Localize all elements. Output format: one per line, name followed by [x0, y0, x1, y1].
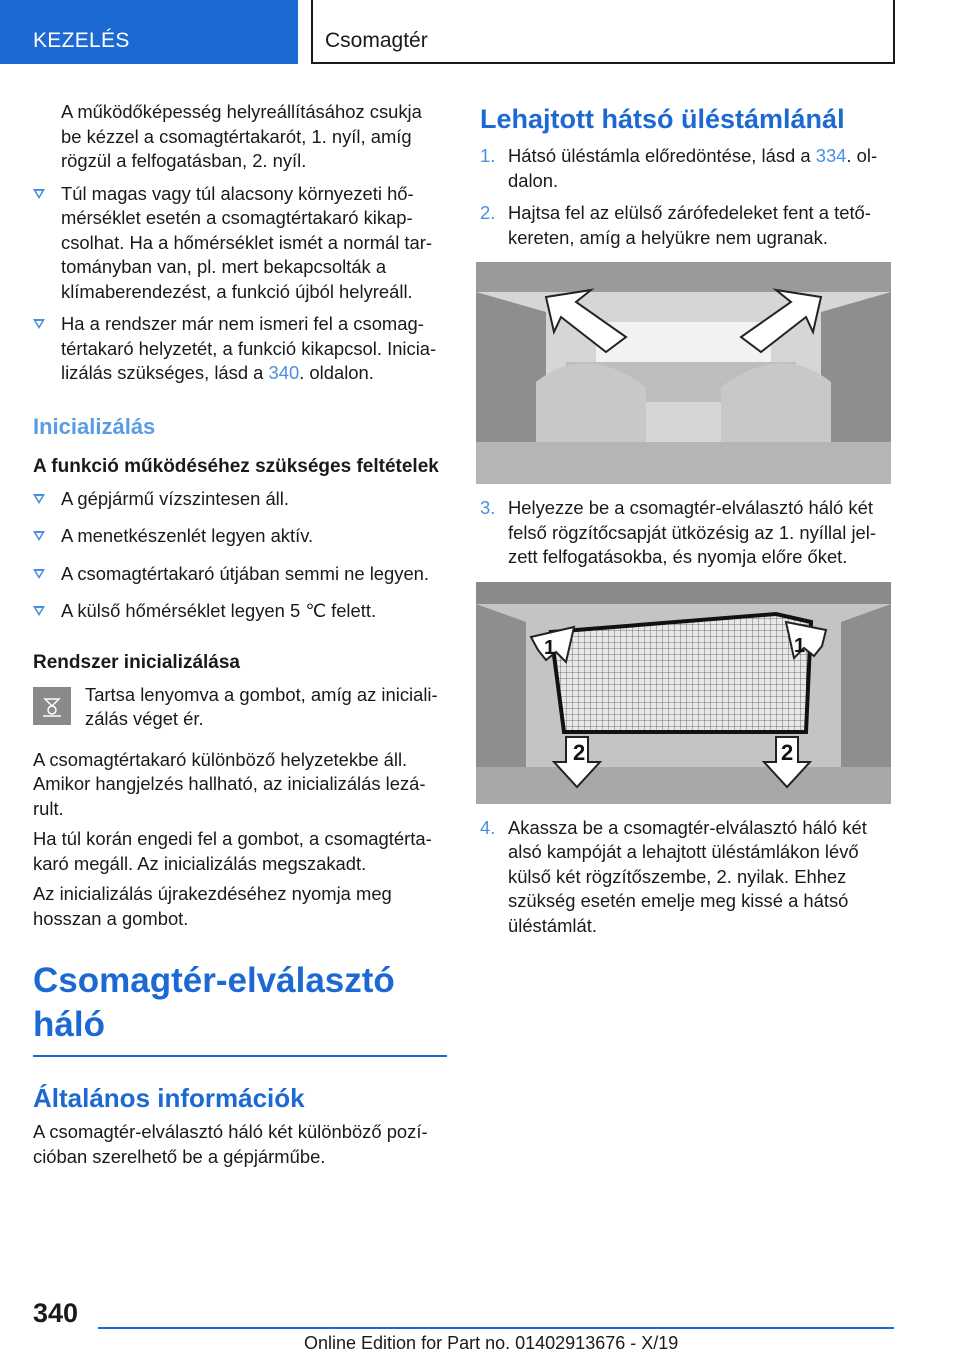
triangle-bullet-icon	[33, 494, 45, 504]
triangle-bullet-icon	[33, 319, 45, 329]
page-number: 340	[33, 1298, 79, 1328]
button-icon	[33, 687, 71, 725]
list-item: A gépjármű vízszintesen áll.	[33, 487, 447, 512]
left-column	[33, 100, 447, 1175]
right-column	[480, 100, 892, 946]
paragraph: A csomagtér-elválasztó háló két különböző pozícióban szerelhető be a gépjárműbe.	[33, 1121, 428, 1167]
footer-divider	[98, 1327, 894, 1329]
arrow-label-2: 2	[781, 739, 794, 765]
section-heading-general: Általános információk	[33, 1083, 305, 1113]
triangle-bullet-icon	[33, 606, 45, 616]
page-title: Csomagtér	[325, 29, 428, 52]
step-item: 4. Akassza be a csomagtér-elválasztó háló két alsó kampóját a lehajtott üléstámlákon lévő külső két rögzítőszembe, 2. nyilak. Ehhez szükség esetén emelje meg kissé a hátsó üléstámlát.	[480, 816, 867, 936]
arrow-label-1: 1	[544, 636, 556, 659]
triangle-bullet-icon	[33, 189, 45, 199]
figure-net-install	[476, 582, 891, 804]
list-item: A csomagtértakaró útjában semmi ne legyen.	[33, 562, 447, 587]
subheading-system-init: Rendszer inicializálása	[33, 651, 240, 673]
paragraph: Ha túl korán engedi fel a gombot, a csomagtértakaró megáll. Az inicializálás megszakadt.	[33, 828, 432, 874]
instruction-row	[33, 683, 447, 732]
step-item: 1. Hátsó üléstámla előredöntése, lásd a 334. oldalon.	[480, 145, 878, 191]
list-item: A külső hőmérséklet legyen 5 ℃ felett.	[33, 599, 447, 624]
step-item: 2. Hajtsa fel az elülső zárófedeleket fent a tetőkereten, amíg a helyükre nem ugranak.	[480, 202, 871, 248]
chapter-heading: Csomagtér-elválasztó háló	[33, 959, 447, 1057]
section-heading-folded-seat: Lehajtott hátsó üléstámlánál	[480, 104, 845, 134]
subheading-requirements: A funkció működéséhez szükséges feltételek	[33, 455, 439, 477]
page-link[interactable]: 334	[815, 145, 847, 166]
intro-paragraph: A működőképesség helyreállításához csukja be kézzel a csomagtértakarót, 1. nyíl, amíg rögzül a felfogatásban, 2. nyíl.	[61, 101, 422, 171]
page-link[interactable]: 340	[268, 362, 300, 383]
section-tab[interactable]: KEZELÉS	[0, 0, 298, 64]
list-item: Ha a rendszer már nem ismeri fel a csomagtértakaró helyzetét, a funkció kikapcsol. Inicializálás szükséges, lásd a 340. oldalon.	[33, 312, 447, 386]
figure-roof-covers	[476, 262, 891, 484]
instruction-text: Tartsa lenyomva a gombot, amíg az inicializálás véget ér.	[85, 683, 438, 729]
triangle-bullet-icon	[33, 531, 45, 541]
paragraph: A csomagtértakaró különböző helyzetekbe áll. Amikor hangjelzés hallható, az inicializálás lezárult.	[33, 748, 426, 819]
list-item: A menetkészenlét legyen aktív.	[33, 524, 447, 549]
arrow-label-1: 1	[794, 634, 806, 657]
arrow-label-2: 2	[573, 739, 586, 765]
footer-edition: Online Edition for Part no. 01402913676 - X/19	[304, 1333, 679, 1353]
triangle-bullet-icon	[33, 569, 45, 579]
paragraph: Az inicializálás újrakezdéséhez nyomja meg hosszan a gombot.	[33, 883, 392, 929]
section-heading-init: Inicializálás	[33, 413, 156, 439]
list-item: Túl magas vagy túl alacsony környezeti hőmérséklet esetén a csomagtértakaró kikapcsolhat. Ha a hőmérséklet ismét a normál tartományban van, pl. mert bekapcsolták a klímaberendezést, a funkció újból helyreáll.	[33, 182, 447, 305]
step-item: 3. Helyezze be a csomagtér-elválasztó háló két felső rögzítőcsapját ütközésig az 1. nyíllal jelzett felfogatásokba, és nyomja előre őket.	[480, 497, 876, 567]
